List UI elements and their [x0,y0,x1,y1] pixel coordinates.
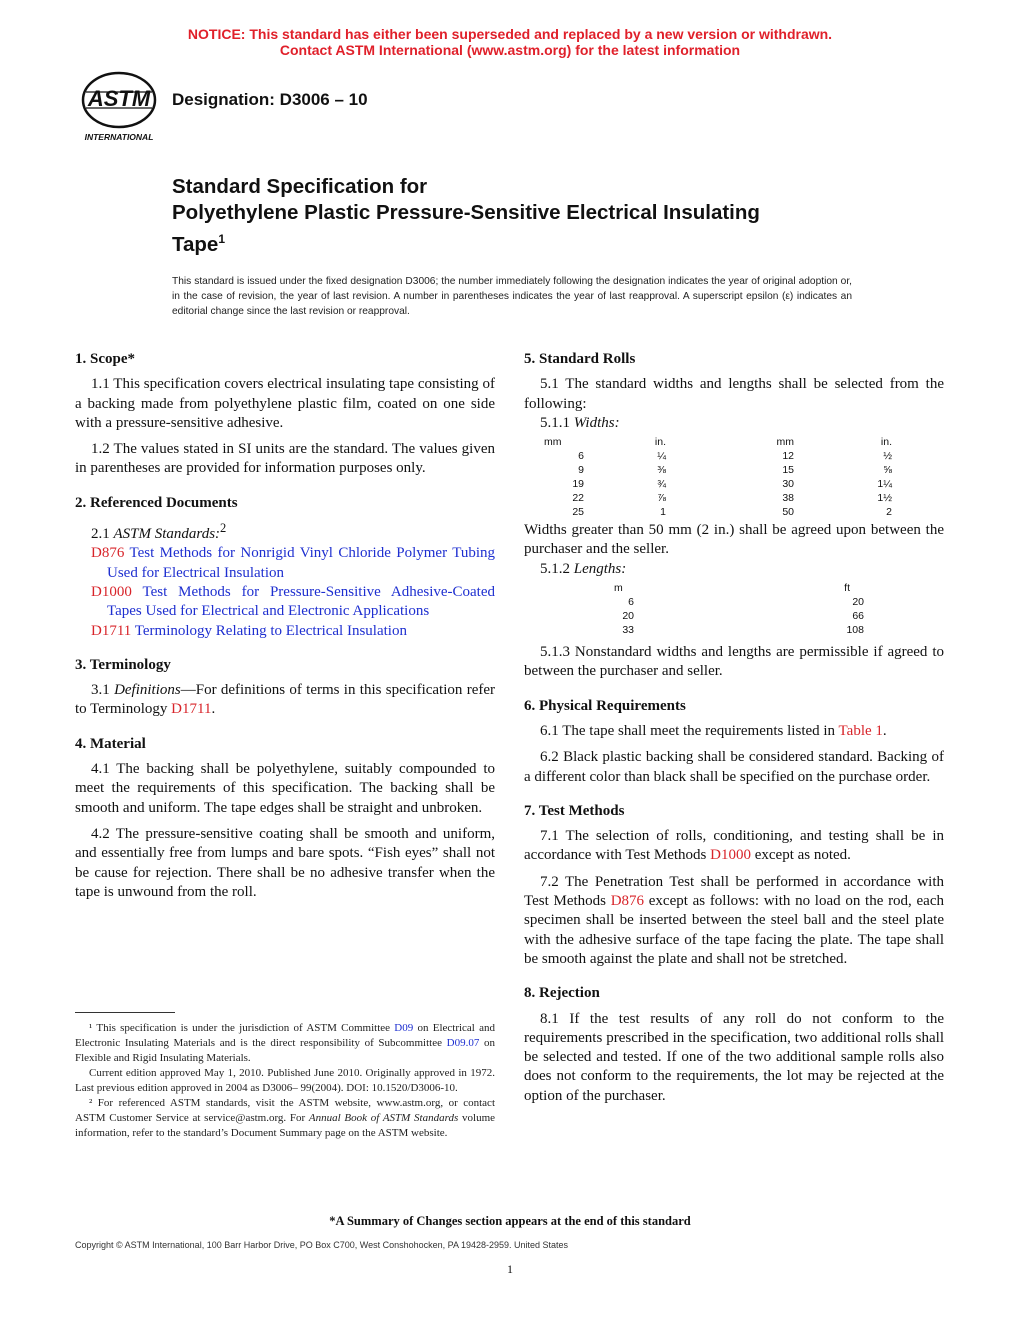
paragraph-2-1 [75,519,495,544]
table-cell: 30 [782,478,794,491]
link-d1000[interactable]: D1000 [710,847,751,864]
title-line-2: Polyethylene Plastic Pressure-Sensitive Electrical Insulating [172,201,760,224]
paragraph-6-2: 6.2 Black plastic backing shall be considered standard. Backing of a different color than black shall be specified on the purchase order. [524,749,944,785]
section-heading-referenced-documents: 2. Referenced Documents [75,494,238,511]
lengths-label: Lengths: [573,560,627,577]
fn-text: ² For referenced ASTM standards, visit the ASTM website, www.astm.org, or contact ASTM Customer Service at service@astm.org. For [75,1097,495,1124]
table-cell: 1½ [877,492,892,505]
intro-note: This standard is issued under the fixed designation D3006; the number immediately following the designation indicates the year of original adoption or, in the case of revision, the year of last revision. A number in parentheses indicates the year of last reapproval. A superscript epsilon (ε) indicates an editorial change since the last revision or reapproval. [172,276,852,317]
column-header: m [614,582,623,595]
table-header-row [544,435,944,449]
table-row [544,477,944,491]
fn-italic: Annual Book of ASTM Standards [308,1112,459,1124]
para-text: 7.2 The Penetration Test shall be performed in accordance with Test Methods [524,873,944,910]
para-text: 7.1 The selection of rolls, conditioning, and testing shall be in accordance with Test Methods [524,828,944,864]
table-cell: 1 [660,506,666,519]
para-end: except as noted. [750,847,851,864]
reference-title[interactable]: Test Methods for Pressure-Sensitive Adhesive-Coated Tapes Used for Electrical and Electronic Applications [107,583,495,620]
summary-of-changes-note: *A Summary of Changes section appears at the end of this standard [329,1214,691,1228]
table-cell: 38 [782,492,794,505]
reference-item [75,544,495,583]
table-cell: 15 [782,464,794,477]
footnote-ref-2[interactable]: 2 [220,521,227,536]
fn-text: volume information, refer to the standard’s Document Summary page on the ASTM website. [75,1112,496,1139]
section-heading-scope: 1. Scope* [75,351,135,367]
paragraph-1-1: 1.1 This specification covers electrical insulating tape consisting of a backing made from polyethylene plastic film, coated on one side with a pressure-sensitive adhesive. [75,376,495,431]
table-cell: 19 [572,478,584,491]
title-word: Tape [172,232,219,256]
table-cell: 6 [628,596,634,609]
table-cell: ⅜ [657,464,666,477]
table-cell: 6 [578,450,584,463]
link-d876[interactable]: D876 [610,893,645,910]
section-heading-test-methods: 7. Test Methods [524,802,625,819]
footnote-divider [75,1012,175,1013]
table-cell: ¼ [657,450,666,463]
section-heading-rejection: 8. Rejection [524,985,600,1002]
reference-item [75,622,495,641]
reference-item [75,583,495,622]
para-end: . [211,701,216,718]
left-column [75,350,495,909]
table-cell: 66 [852,610,864,623]
logo-text: ASTM [87,86,151,111]
column-header: mm [776,436,794,449]
table-cell: 12 [782,450,794,463]
para-number: 5.1.1 [540,414,574,431]
column-header: mm [544,436,562,449]
designation: Designation: D3006 – 10 [172,90,368,109]
paragraph-4-2: 4.2 The pressure-sensitive coating shall be smooth and uniform, and essentially free from lumps and bare spots. “Fish eyes” shall not be cause for rejection. There shall be no adhesive transfer when the tape is unwound from the roll. [75,825,495,900]
section-heading-terminology: 3. Terminology [75,656,171,673]
table-cell: ¾ [657,478,666,491]
title-line-3 [172,226,932,258]
fn-text: ¹ This specification is under the jurisdiction of ASTM Committee [89,1022,395,1034]
table-row [544,463,944,477]
paragraph-3-1 [75,681,495,720]
withdrawal-notice [0,26,1020,58]
link-table-1[interactable]: Table 1 [838,722,883,739]
para-text: 6.1 The tape shall meet the requirements listed in [540,722,839,739]
paragraph-5-1-1 [524,414,944,433]
astm-logo [74,70,164,146]
footnote-1-edition: Current edition approved May 1, 2010. Published June 2010. Originally approved in 1972. Last previous edition approved in 2004 as D3006– 99(2004). DOI: 10.1520/D3006-10. [75,1067,495,1094]
table-cell: 108 [846,624,864,637]
definitions-label: Definitions [114,682,181,699]
link-d09[interactable]: D09 [394,1022,414,1034]
para-text: —For definitions of terms in this specification refer to Terminology [75,682,495,718]
para-end: . [882,722,887,739]
page-number: 1 [507,1262,513,1276]
table-row [614,609,864,623]
paragraph-5-1: 5.1 The standard widths and lengths shall be selected from the following: [524,376,944,412]
table-cell: ½ [883,450,892,463]
paragraph-4-1: 4.1 The backing shall be polyethylene, suitably compounded to meet the requirements of this specification. The backing shall be smooth and uniform. The tape edges shall be straight and unbroken. [75,761,495,816]
table-cell: 22 [572,492,584,505]
table-row [614,595,864,609]
table-cell: 20 [622,610,634,623]
section-heading-material: 4. Material [75,735,146,752]
notice-line-1: NOTICE: This standard has either been superseded and replaced by a new version or withdrawn. [187,26,833,42]
table-cell: 33 [622,624,634,637]
reference-title[interactable]: Test Methods for Nonrigid Vinyl Chloride Polymer Tubing Used for Electrical Insulation [107,545,495,581]
footnote-2 [75,1096,495,1141]
table-cell: 25 [572,506,584,519]
reference-link-d1711[interactable]: D1711 [91,622,132,639]
copyright-line: Copyright © ASTM International, 100 Barr Harbor Drive, PO Box C700, West Conshohocken, PA 19428-2959. United States [75,1240,569,1250]
link-d1711[interactable]: D1711 [171,701,212,718]
paragraph-7-2 [524,873,944,969]
title-footnote-ref[interactable]: 1 [218,232,226,246]
lengths-table [614,581,864,637]
widths-table [544,435,944,519]
para-number: 5.1.2 [540,560,574,577]
reference-link-d876[interactable]: D876 [91,545,125,562]
logo-subtext: INTERNATIONAL [84,132,154,142]
fn-text: on Electrical and Electronic Insulating Materials and is the direct responsibility of Subcommittee [75,1022,495,1049]
paragraph-5-1-3: 5.1.3 Nonstandard widths and lengths are permissible if agreed to between the purchaser and seller. [524,644,944,680]
title-line-1: Standard Specification for [172,175,428,198]
paragraph-6-1 [524,722,944,741]
section-heading-standard-rolls: 5. Standard Rolls [524,351,636,367]
table-cell: 2 [886,506,892,519]
table-cell: ⅞ [657,492,666,505]
para-end: except as follows: with no load on the rod, each specimen shall be inserted between the steel ball and the steel plate with the adhesive surface of the tape facing the plate. The tape shall be smooth against the plate and shall not be stretched. [524,893,944,967]
table-cell: 50 [782,506,794,519]
paragraph-7-1 [524,827,944,866]
para-number: 3.1 [91,682,115,699]
table-row [544,505,944,519]
fn-text: on Flexible and Rigid Insulating Materials. [75,1037,496,1064]
paragraph-8-1: 8.1 If the test results of any roll do not conform to the requirements prescribed in the specification, two additional rolls shall be selected and tested. If one of the two additional sample rolls also does not conform to the requirements, the lot may be rejected at the option of the purchaser. [524,1010,944,1104]
paragraph-1-2: 1.2 The values stated in SI units are the standard. The values given in parentheses are provided for information purposes only. [75,441,495,477]
right-column [524,350,944,1113]
column-header: ft [844,582,850,595]
table-cell: ⅝ [883,464,892,477]
link-d09-07[interactable]: D09.07 [446,1037,480,1049]
column-header: in. [880,436,892,449]
footnote-1 [75,1021,495,1066]
para-number: 2.1 [91,526,114,543]
table-row [614,623,864,637]
reference-title[interactable]: Terminology Relating to Electrical Insulation [131,622,407,639]
table-header-row [614,581,864,595]
table-row [544,449,944,463]
table-cell: 20 [852,596,864,609]
table-cell: 9 [578,464,584,477]
document-title [172,174,932,258]
footnotes [75,1021,495,1141]
reference-link-d1000[interactable]: D1000 [91,583,132,600]
paragraph-widths-note: Widths greater than 50 mm (2 in.) shall be agreed upon between the purchaser and the seller. [524,522,944,558]
paragraph-5-1-2 [524,560,944,579]
section-heading-physical-requirements: 6. Physical Requirements [524,697,686,714]
notice-line-2: Contact ASTM International (www.astm.org) for the latest information [279,42,741,58]
column-header: in. [654,436,666,449]
astm-standards-label: ASTM Standards: [113,526,221,543]
table-row [544,491,944,505]
table-cell: 1¼ [877,478,892,491]
widths-label: Widths: [573,414,620,431]
